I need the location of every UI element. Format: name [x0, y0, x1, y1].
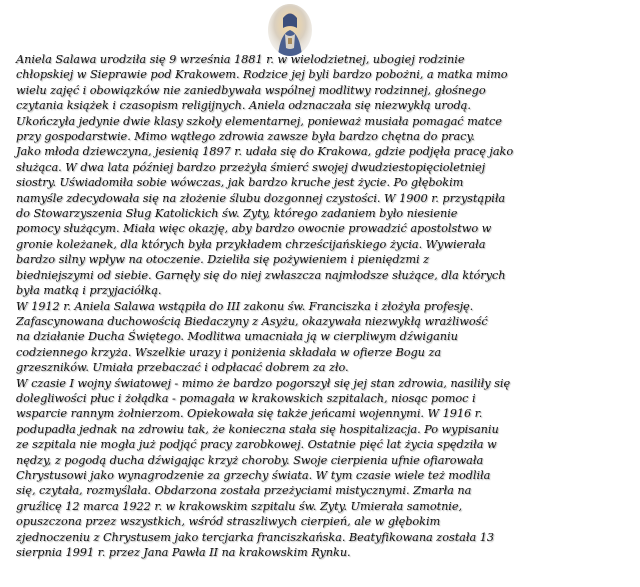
text-line: Chrystusowi jako wynagrodzenie za grzechy świata. W tym czasie wiele też modliła: [16, 468, 491, 482]
text-line: opuszczona przez wszystkich, wśród straszliwych cierpień, ale w głębokim: [16, 515, 441, 529]
text-line: ze szpitala nie mogła już podjąć pracy zarobkowej. Ostatnie pięć lat życia spędziła w: [16, 438, 497, 452]
text-line: chłopskiej w Sieprawie pod Krakowem. Rodzice jej byli bardzo pobożni, a matka mimo: [16, 68, 508, 82]
text-line: Zafascynowana duchowością Biedaczyny z Asyżu, okazywała niezwykłą wrażliwość: [16, 314, 488, 328]
text-line: Ukończyła jedynie dwie klasy szkoły elementarnej, ponieważ musiała pomagać matce: [16, 114, 502, 128]
text-line: gruźlicę 12 marca 1922 r. w krakowskim szpitalu św. Zyty. Umierała samotnie,: [16, 499, 463, 513]
saint-portrait-icon: [268, 4, 312, 56]
text-line: podupadła jednak na zdrowiu tak, że konieczna stała się hospitalizacja. Po wypisaniu: [16, 422, 499, 436]
text-line: się, czytała, rozmyślała. Obdarzona została przeżyciami mistycznymi. Zmarła na: [16, 484, 472, 498]
text-line: gronie koleżanek, dla których była przykładem chrześcijańskiego życia. Wywierała: [16, 237, 486, 251]
text-line: dolegliwości płuc i żołądka - pomagała w krakowskich szpitalach, niosąc pomoc i: [16, 391, 476, 405]
text-line: codziennego krzyża. Wszelkie urazy i poniżenia składała w ofierze Bogu za: [16, 345, 442, 359]
text-line: sierpnia 1991 r. przez Jana Pawła II na krakowskim Rynku.: [16, 546, 351, 559]
text-line: siostry. Uświadomiła sobie wówczas, jak bardzo kruche jest życie. Po głębokim: [16, 176, 464, 190]
text-line: W 1912 r. Aniela Salawa wstąpiła do III zakonu św. Franciszka i złożyła profesję.: [16, 299, 474, 313]
text-line: wsparcie rannym żołnierzom. Opiekowała się także jeńcami wojennymi. W 1916 r.: [16, 407, 483, 421]
text-line: do Stowarzyszenia Sług Katolickich św. Zyty, którego zadaniem było niesienie: [16, 207, 458, 221]
text-line: biedniejszymi od siebie. Garnęły się do niej zwłaszcza najmłodsze służące, dla których: [16, 268, 506, 282]
text-line: Jako młoda dziewczyna, jesienią 1897 r. udała się do Krakowa, gdzie podjęła pracę jako: [16, 145, 514, 159]
text-line: służąca. W dwa lata później bardzo przeżyła śmierć swojej dwudziestopięcioletniej: [16, 160, 486, 174]
text-line: bardzo silny wpływ na otoczenie. Dzieliła się pożywieniem i pieniędzmi z: [16, 253, 430, 267]
text-line: Aniela Salawa urodziła się 9 września 1881 r. w wielodzietnej, ubogiej rodzinie: [16, 53, 465, 66]
text-line: nędzy, z pogodą ducha dźwigając krzyż choroby. Swoje cierpienia ufnie ofiarowała: [16, 453, 484, 467]
text-line: namyśle zdecydowała się na złożenie ślubu dozgonnej czystości. W 1900 r. przystąpiła: [16, 191, 506, 205]
text-line: na działanie Ducha Świętego. Modlitwa umacniała ją w cierpliwym dźwiganiu: [16, 330, 458, 344]
text-line: pomocy służącym. Miała więc okazję, aby bardzo owocnie prowadzić apostolstwo w: [16, 222, 492, 236]
text-line: czytania książek i czasopism religijnych. Aniela odznaczała się niezwykłą urodą.: [16, 99, 471, 113]
text-line: zjednoczeniu z Chrystusem jako tercjarka franciszkańska. Beatyfikowana została 13: [16, 530, 494, 544]
text-line: W czasie I wojny światowej - mimo że bardzo pogorszył się jej stan zdrowia, nasiliły się: [16, 376, 511, 390]
text-line: przy gospodarstwie. Mimo wątłego zdrowia zawsze była bardzo chętna do pracy.: [16, 130, 475, 144]
text-line: grzeszników. Umiała przebaczać i odpłacać dobrem za zło.: [16, 361, 349, 375]
text-line: wielu zajęć i obowiązków nie zaniedbywała wspólnej modlitwy rodzinnej, głośnego: [16, 83, 486, 97]
text-line: była matką i przyjaciółką.: [16, 284, 162, 298]
biography-text: [16, 52, 636, 560]
